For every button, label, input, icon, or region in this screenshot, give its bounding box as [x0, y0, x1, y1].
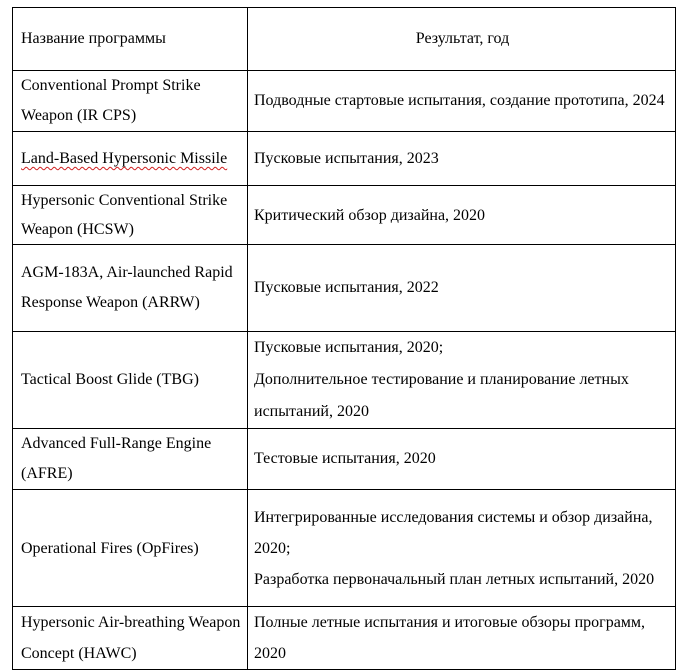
program-name-cell: Advanced Full-Range Engine (AFRE)	[13, 429, 248, 490]
table-row	[13, 245, 676, 332]
header-result-year: Результат, год	[248, 8, 676, 71]
program-name-cell: Conventional Prompt Strike Weapon (IR CPS)	[13, 71, 248, 132]
result-cell: Пусковые испытания, 2022	[248, 245, 676, 332]
header-program-name: Название программы	[13, 8, 248, 71]
table-row	[13, 71, 676, 132]
result-cell: Критический обзор дизайна, 2020	[248, 186, 676, 245]
result-line: Дополнительное тестирование и планирование летных испытаний, 2020	[254, 371, 629, 420]
program-name-cell: Hypersonic Conventional Strike Weapon (HCSW)	[13, 186, 248, 245]
result-cell: Полные летные испытания и итоговые обзоры программ, 2020	[248, 607, 676, 670]
result-cell	[248, 490, 676, 607]
result-cell	[248, 332, 676, 429]
table-row	[13, 429, 676, 490]
program-name-cell: AGM-183A, Air-launched Rapid Response Weapon (ARRW)	[13, 245, 248, 332]
table-row	[13, 490, 676, 607]
table-row	[13, 186, 676, 245]
programs-table	[12, 7, 676, 670]
program-name-cell: Tactical Boost Glide (TBG)	[13, 332, 248, 429]
result-cell: Подводные стартовые испытания, создание прототипа, 2024	[248, 71, 676, 132]
table-row	[13, 132, 676, 186]
result-line: Пусковые испытания, 2020;	[254, 339, 444, 356]
program-name-cell: Operational Fires (OpFires)	[13, 490, 248, 607]
result-line: Разработка первоначальный план летных испытаний, 2020	[254, 570, 655, 588]
result-cell: Пусковые испытания, 2023	[248, 132, 676, 186]
program-name-cell: Hypersonic Air-breathing Weapon Concept (HAWC)	[13, 607, 248, 670]
result-line: Интегрированные исследования системы и обзор дизайна, 2020;	[254, 508, 653, 557]
result-cell: Тестовые испытания, 2020	[248, 429, 676, 490]
program-name-cell: Land-Based Hypersonic Missile	[13, 132, 248, 186]
table-header-row	[13, 8, 676, 71]
table-row	[13, 607, 676, 670]
table-row	[13, 332, 676, 429]
